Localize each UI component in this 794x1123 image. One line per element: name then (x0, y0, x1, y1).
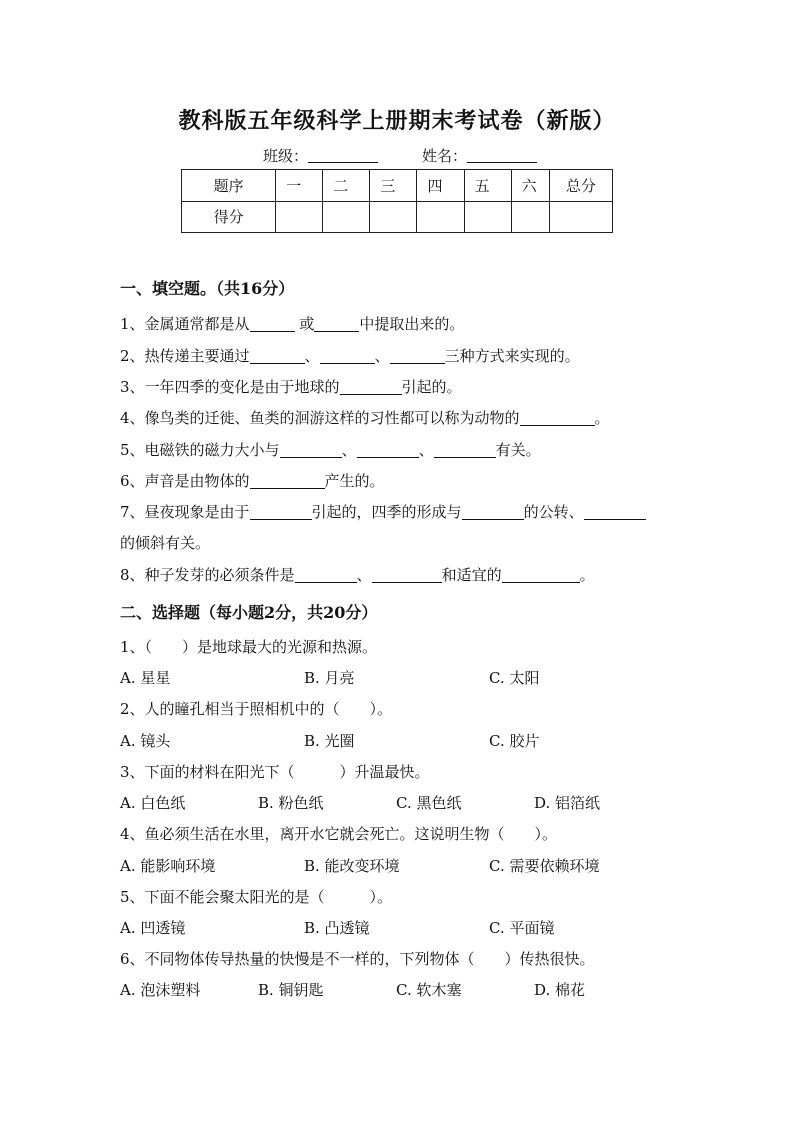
choice-question-3: 3、下面的材料在阳光下（ ）升温最快。 (120, 763, 430, 781)
score-table-score-row (182, 201, 613, 233)
choice-option[interactable]: A. 星星 (120, 669, 171, 687)
choice-question-5: 5、下面不能会聚太阳光的是（ ）。 (120, 888, 393, 906)
answer-blank[interactable] (280, 442, 342, 458)
choice-option[interactable]: B. 铜钥匙 (258, 981, 324, 999)
choice-option[interactable]: C. 胶片 (489, 732, 540, 750)
score-header-cell: 三 (370, 170, 417, 202)
answer-blank[interactable] (250, 473, 325, 489)
score-header-cell: 二 (323, 170, 370, 202)
fill-question-8: 8、种子发芽的必须条件是 、 和适宜的 。 (120, 566, 595, 584)
choice-option[interactable]: C. 黑色纸 (396, 794, 462, 812)
choice-option[interactable]: A. 镜头 (120, 732, 171, 750)
choice-question-4: 4、鱼必须生活在水里，离开水它就会死亡。这说明生物（ ）。 (120, 825, 558, 843)
choice-option[interactable]: C. 太阳 (489, 669, 540, 687)
score-row-label: 得分 (182, 201, 276, 233)
answer-blank[interactable] (250, 316, 295, 332)
choice-option[interactable]: D. 铝箔纸 (534, 794, 601, 812)
score-header-cell: 四 (417, 170, 464, 202)
choice-question-6: 6、不同物体传导热量的快慢是不一样的，下列物体（ ）传热很快。 (120, 950, 595, 968)
score-header-cell: 一 (276, 170, 323, 202)
class-label: 班级： (263, 147, 309, 165)
score-header-cell: 题序 (182, 170, 276, 202)
answer-blank[interactable] (502, 567, 580, 583)
answer-blank[interactable] (250, 348, 305, 364)
score-cell[interactable] (511, 201, 549, 233)
fill-question-6: 6、声音是由物体的 产生的。 (120, 472, 385, 490)
answer-blank[interactable] (320, 348, 375, 364)
score-header-cell: 总分 (549, 170, 612, 202)
choice-option[interactable]: B. 月亮 (304, 669, 355, 687)
class-blank (308, 147, 378, 163)
score-cell[interactable] (370, 201, 417, 233)
choice-option[interactable]: B. 能改变环境 (304, 857, 400, 875)
score-cell[interactable] (417, 201, 464, 233)
answer-blank[interactable] (340, 379, 402, 395)
score-cell[interactable] (323, 201, 370, 233)
score-table-header-row (182, 170, 613, 202)
answer-blank[interactable] (295, 567, 357, 583)
fill-question-3: 3、一年四季的变化是由于地球的 引起的。 (120, 378, 462, 396)
fill-question-1: 1、金属通常都是从 或 中提取出来的。 (120, 315, 465, 333)
fill-question-2: 2、热传递主要通过 、 、 三种方式来实现的。 (120, 347, 580, 365)
answer-blank[interactable] (250, 504, 312, 520)
choice-option[interactable]: C. 软木塞 (396, 981, 462, 999)
choice-option[interactable]: C. 需要依赖环境 (489, 857, 600, 875)
answer-blank[interactable] (390, 348, 445, 364)
choice-option[interactable]: B. 凸透镜 (304, 919, 370, 937)
fill-question-4: 4、像鸟类的迁徙、鱼类的洄游这样的习性都可以称为动物的 。 (120, 409, 610, 427)
name-label: 姓名： (422, 147, 468, 165)
answer-blank[interactable] (462, 504, 524, 520)
choice-option[interactable]: B. 光圈 (304, 732, 355, 750)
answer-blank[interactable] (584, 504, 646, 520)
choice-option[interactable]: A. 凹透镜 (120, 919, 186, 937)
answer-blank[interactable] (314, 316, 359, 332)
choice-question-1: 1、（ ）是地球最大的光源和热源。 (120, 638, 378, 656)
score-table (181, 169, 613, 233)
choice-option[interactable]: A. 白色纸 (120, 794, 186, 812)
answer-blank[interactable] (357, 442, 419, 458)
fill-question-7: 7、昼夜现象是由于 引起的，四季的形成与 的公转、 (120, 501, 646, 522)
section-fill-in-heading: 一、填空题。（共16分） (120, 279, 295, 298)
name-blank (467, 147, 537, 163)
choice-option[interactable]: A. 泡沫塑料 (120, 981, 201, 999)
fill-question-5: 5、电磁铁的磁力大小与 、 、 有关。 (120, 441, 541, 459)
fill-question-7-continued: 的倾斜有关。 (120, 534, 211, 552)
choice-option[interactable]: C. 平面镜 (489, 919, 555, 937)
choice-option[interactable]: D. 棉花 (534, 981, 586, 999)
score-header-cell: 六 (511, 170, 549, 202)
choice-option[interactable]: A. 能影响环境 (120, 857, 216, 875)
score-cell[interactable] (464, 201, 511, 233)
section-choice-heading: 二、选择题（每小题2分，共20分） (120, 603, 378, 622)
score-header-cell: 五 (464, 170, 511, 202)
score-cell[interactable] (276, 201, 323, 233)
exam-title: 教科版五年级科学上册期末考试卷（新版） (178, 108, 616, 134)
choice-option[interactable]: B. 粉色纸 (258, 794, 324, 812)
answer-blank[interactable] (434, 442, 496, 458)
student-info (263, 145, 537, 166)
score-cell[interactable] (549, 201, 612, 233)
choice-question-2: 2、人的瞳孔相当于照相机中的（ ）。 (120, 700, 393, 718)
answer-blank[interactable] (372, 567, 442, 583)
answer-blank[interactable] (520, 410, 595, 426)
